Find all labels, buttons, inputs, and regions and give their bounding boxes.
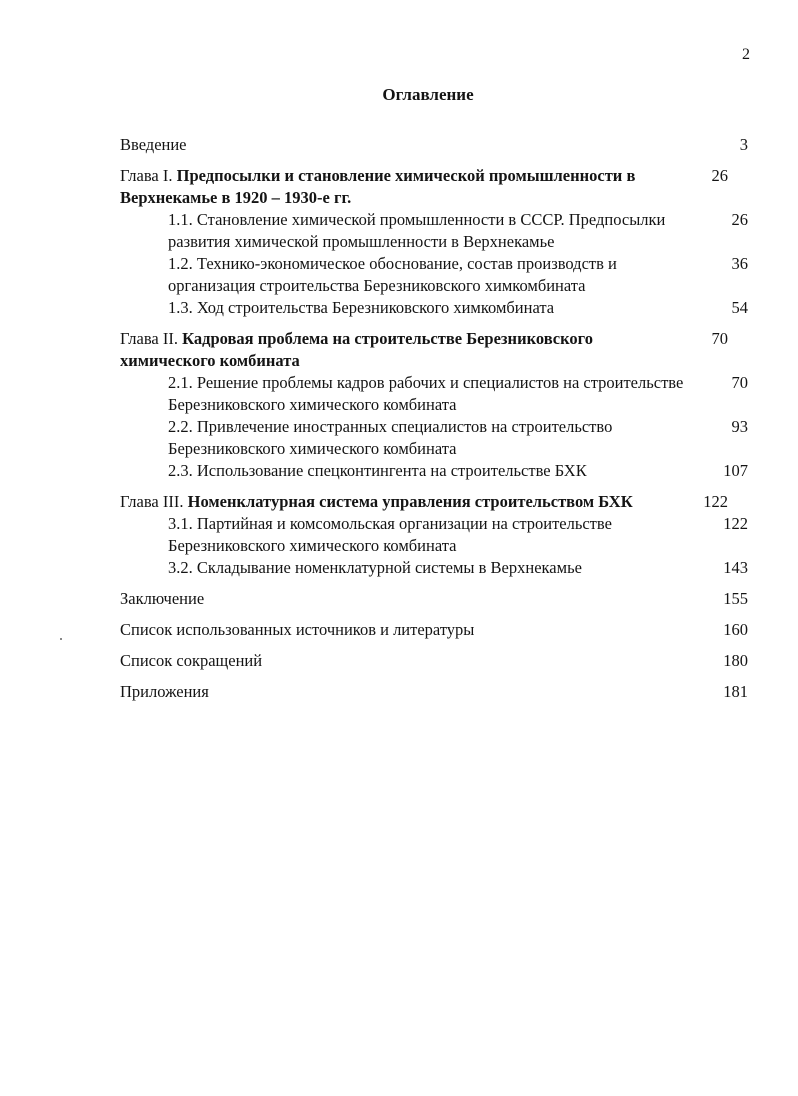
toc-entry-sources: [120, 619, 748, 641]
toc-chapter-title: Предпосылки и становление химической промышленности в Верхнекамье в 1920 – 1930-е гг.: [120, 166, 636, 207]
toc-chapter-prefix: Глава I.: [120, 166, 177, 185]
toc-section-1-3: [120, 297, 748, 319]
toc-entry-label: Введение: [120, 135, 187, 154]
toc-entry-page: 160: [723, 620, 748, 639]
toc-entry-intro: [120, 134, 748, 156]
toc-section-page: 26: [731, 210, 748, 229]
toc-chapter-label: [120, 328, 688, 372]
toc-entry-label: Заключение: [120, 589, 205, 608]
toc-section-page: 36: [731, 254, 748, 273]
toc-entry-appendices: [120, 681, 748, 703]
toc-section-label: 1.2. Технико-экономическое обоснование, состав производств и организация строительства Березниковского химкомбината: [168, 254, 617, 295]
toc-chapter-prefix: Глава II.: [120, 329, 183, 348]
table-of-contents: [120, 134, 748, 703]
toc-chapter-page: 26: [711, 166, 728, 185]
toc-section-3-1: [120, 513, 748, 557]
toc-section-label: 2.3. Использование спецконтингента на строительстве БХК: [168, 461, 587, 480]
toc-section-label: 3.1. Партийная и комсомольская организации на строительстве Березниковского химического комбината: [168, 514, 612, 555]
toc-chapter-title: Номенклатурная система управления строительством БХК: [187, 492, 633, 511]
toc-entry-page: 181: [723, 682, 748, 701]
scan-speck: [60, 638, 62, 640]
toc-section-page: 107: [723, 461, 748, 480]
toc-section-2-3: [120, 460, 748, 482]
toc-chapter-1: [120, 165, 748, 209]
toc-section-2-1: [120, 372, 748, 416]
toc-entry-page: 180: [723, 651, 748, 670]
toc-entry-page: 3: [739, 135, 748, 154]
toc-chapter-title: Кадровая проблема на строительстве Березниковского химического комбината: [120, 329, 594, 370]
toc-entry-label: Список сокращений: [120, 651, 263, 670]
toc-section-label: 1.3. Ход строительства Березниковского химкомбината: [168, 298, 555, 317]
toc-chapter-3: [120, 491, 748, 513]
toc-entry-conclusion: [120, 588, 748, 610]
toc-chapter-label: [120, 491, 688, 513]
toc-section-label: 2.1. Решение проблемы кадров рабочих и специалистов на строительстве Березниковского химического комбината: [168, 373, 684, 414]
toc-chapter-prefix: Глава III.: [120, 492, 188, 511]
toc-chapter-page: 70: [711, 329, 728, 348]
toc-section-page: 122: [723, 514, 748, 533]
toc-section-label: 1.1. Становление химической промышленности в СССР. Предпосылки развития химической промышленности в Верхнекамье: [168, 210, 666, 251]
toc-section-page: 93: [731, 417, 748, 436]
toc-section-page: 70: [731, 373, 748, 392]
page-number: 2: [742, 46, 750, 63]
toc-section-2-2: [120, 416, 748, 460]
toc-section-3-2: [120, 557, 748, 579]
toc-section-1-2: [120, 253, 748, 297]
toc-section-page: 143: [723, 558, 748, 577]
toc-section-label: 3.2. Складывание номенклатурной системы в Верхнекамье: [168, 558, 582, 577]
toc-section-page: 54: [731, 298, 748, 317]
toc-section-label: 2.2. Привлечение иностранных специалистов на строительство Березниковского химического комбината: [168, 417, 613, 458]
toc-entry-label: Приложения: [120, 682, 209, 701]
toc-entry-label: Список использованных источников и литературы: [120, 620, 475, 639]
toc-entry-abbreviations: [120, 650, 748, 672]
page-title: Оглавление: [382, 85, 474, 104]
toc-chapter-page: 122: [703, 492, 728, 511]
toc-chapter-label: [120, 165, 688, 209]
toc-section-1-1: [120, 209, 748, 253]
toc-chapter-2: [120, 328, 748, 372]
toc-entry-page: 155: [723, 589, 748, 608]
